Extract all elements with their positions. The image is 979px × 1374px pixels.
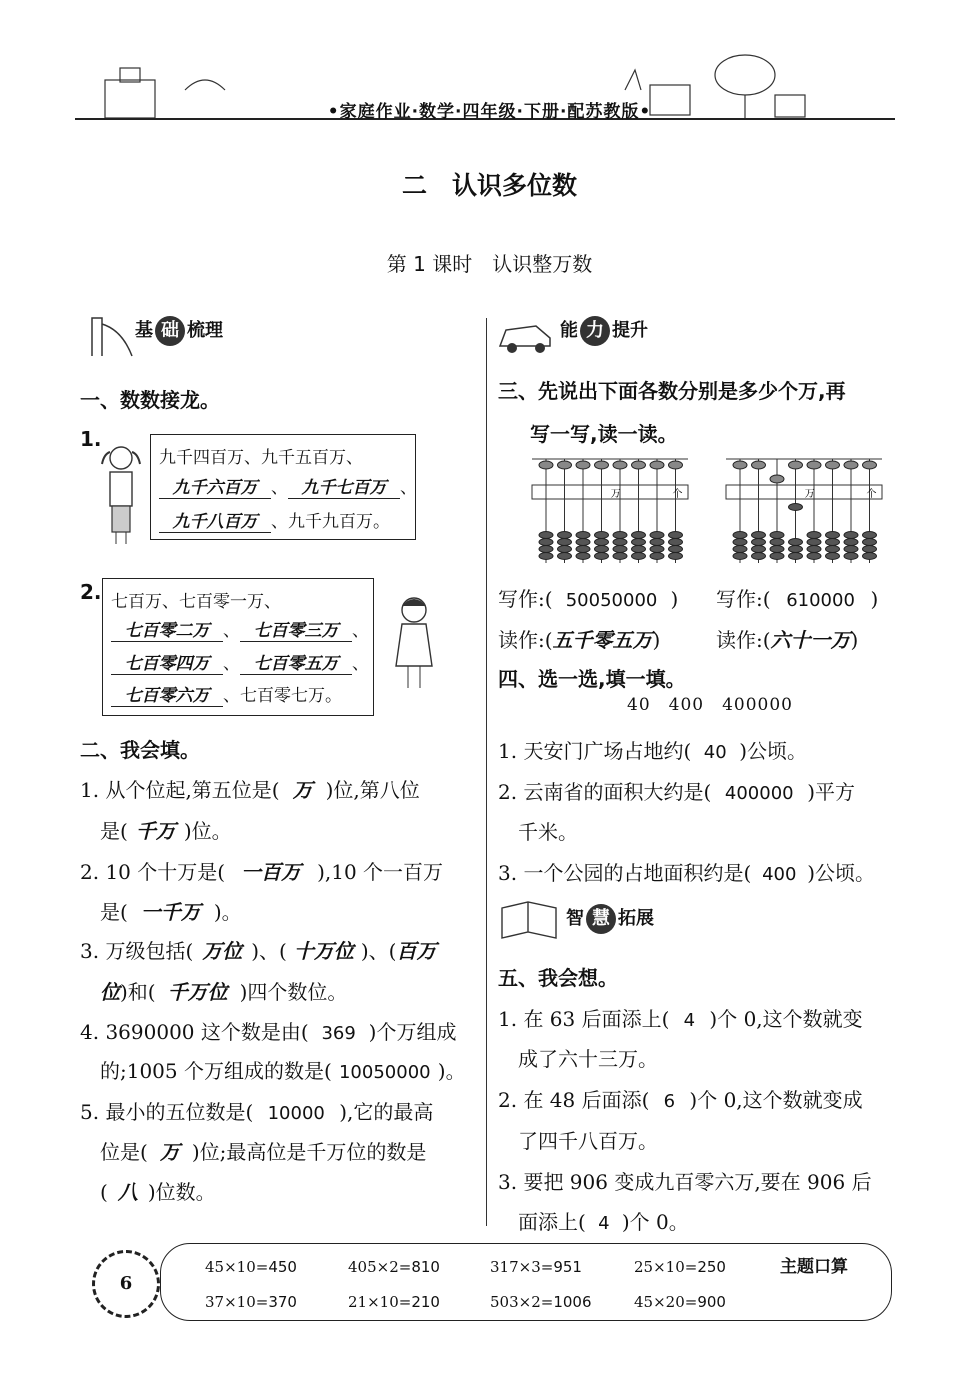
calc-answer: 250	[697, 1258, 726, 1276]
abacus-bead	[558, 546, 572, 553]
text: 3. 万级包括(	[80, 939, 194, 963]
answer: 百万	[396, 939, 437, 963]
abacus-bead	[807, 532, 821, 539]
calc-question: 317×3=	[490, 1258, 554, 1276]
abacus-2	[724, 455, 888, 565]
tag-bubble: 础	[155, 316, 185, 346]
answer: 369	[321, 1023, 356, 1044]
ability-section-tag	[560, 316, 648, 346]
answer: 千万位	[167, 980, 228, 1004]
q2-number: 2.	[80, 580, 102, 604]
abacus-bead	[595, 539, 609, 546]
q2-line3	[111, 649, 369, 675]
abacus-bead	[558, 461, 572, 469]
answer: 4	[598, 1213, 610, 1234]
car-icon	[496, 316, 556, 356]
calc-question: 45×10=	[205, 1258, 269, 1276]
abacus-bead	[733, 546, 747, 553]
abacus-bead	[613, 546, 627, 553]
abacus-bead	[789, 546, 803, 553]
abacus-bead	[863, 461, 877, 469]
abacus-bead	[576, 553, 590, 560]
text: )个 0,这个数就变成	[689, 1088, 863, 1112]
fill3-line1	[80, 935, 436, 964]
boy-figure-icon	[386, 594, 442, 694]
abacus-bead	[752, 532, 766, 539]
section3-line1: 三、先说出下面各数分别是多少个万,再	[498, 379, 846, 403]
q1-blank2: 九千七百万	[288, 473, 400, 499]
answer: 10050000	[338, 1062, 431, 1083]
abacus-bead	[789, 553, 803, 560]
fill4-line2	[100, 1055, 466, 1084]
abacus-bead	[558, 539, 572, 546]
abacus-bead	[539, 539, 553, 546]
abacus-bead	[669, 532, 683, 539]
page-number: 6	[92, 1250, 160, 1318]
tag-char: 基	[135, 320, 153, 341]
label: 读作:(	[498, 628, 553, 652]
abacus-bead	[789, 539, 803, 546]
q1-blank3: 九千八百万	[159, 507, 271, 533]
q2-blank4: 七百零五万	[240, 649, 352, 675]
text: 是(	[100, 819, 128, 843]
abacus-bead	[752, 539, 766, 546]
abacus-bead	[733, 532, 747, 539]
abacus-bead	[733, 539, 747, 546]
oral-calc-item	[348, 1293, 440, 1311]
abacus-bead	[558, 553, 572, 560]
abacus-bead	[650, 553, 664, 560]
abacus-bead	[733, 553, 747, 560]
q1-end: 、九千九百万。	[271, 512, 390, 532]
abacus-bead	[576, 539, 590, 546]
abacus-bead	[752, 553, 766, 560]
answer: 万	[159, 1140, 180, 1164]
section2-title: 二、我会填。	[80, 738, 200, 762]
tag-char: 能	[560, 320, 578, 341]
text: )	[670, 587, 679, 611]
abacus-bead	[576, 461, 590, 469]
fill5-line3	[100, 1176, 216, 1205]
text: )、(	[360, 939, 397, 963]
text: )位;最高位是千万位的数是	[191, 1140, 427, 1164]
tag-char: 智	[566, 908, 584, 929]
column-divider	[486, 318, 487, 1226]
answer: 10000	[267, 1103, 325, 1124]
text: (	[100, 1180, 108, 1204]
abacus-bead	[807, 461, 821, 469]
text: )。	[437, 1059, 466, 1083]
abacus-bead	[770, 532, 784, 539]
abacus-bead	[669, 546, 683, 553]
think3-line1: 3. 要把 906 变成九百零六万,要在 906 后	[498, 1170, 872, 1194]
q2-blank3: 七百零四万	[111, 649, 223, 675]
answer: 五千零五万	[552, 628, 653, 652]
text: 位是(	[100, 1140, 148, 1164]
answer: 万位	[202, 939, 243, 963]
calc-question: 37×10=	[205, 1293, 269, 1311]
abacus-bead	[650, 539, 664, 546]
abacus-bead	[807, 553, 821, 560]
fill5-line1	[80, 1096, 433, 1125]
text: 2. 在 48 后面添(	[498, 1088, 650, 1112]
text: )。	[213, 900, 242, 924]
abacus-bead	[826, 553, 840, 560]
section1-title: 一、数数接龙。	[80, 388, 220, 412]
answer: 610000	[786, 590, 855, 611]
q1-line1: 九千四百万、九千五百万、	[159, 448, 363, 468]
calc-answer: 951	[553, 1258, 582, 1276]
calc-question: 21×10=	[348, 1293, 412, 1311]
abacus-bead	[576, 546, 590, 553]
abacus-bead	[539, 461, 553, 469]
answer: 位	[100, 980, 120, 1004]
text: )、(	[251, 939, 287, 963]
q2-blank1: 七百零二万	[111, 616, 223, 642]
header-title: •家庭作业·数学·四年级·下册·配苏教版•	[327, 102, 652, 122]
text: ),10 个一百万	[317, 860, 444, 884]
label: 写作:(	[498, 587, 553, 611]
text: )	[652, 628, 661, 652]
oral-calc-item	[634, 1258, 726, 1276]
answer: 50050000	[565, 590, 658, 611]
abacus-bead	[826, 539, 840, 546]
text: )个万组成	[368, 1020, 457, 1044]
section3-line2: 写一写,读一读。	[530, 422, 678, 446]
calc-answer: 210	[411, 1293, 440, 1311]
calc-answer: 450	[268, 1258, 297, 1276]
text: )位。	[183, 819, 232, 843]
oral-calc-item	[634, 1293, 726, 1311]
answer: 八	[117, 1180, 138, 1204]
abacus-bead	[752, 546, 766, 553]
book-icon	[498, 898, 560, 944]
tag-char: 拓展	[618, 908, 654, 929]
fill1-line1	[80, 774, 420, 803]
oral-calc-item	[205, 1293, 297, 1311]
q1-sep: 、	[271, 478, 288, 498]
q2-sep: 、	[352, 621, 369, 641]
answer: 4	[683, 1010, 696, 1031]
abacus-bead	[669, 539, 683, 546]
fill5-line2	[100, 1136, 426, 1165]
abacus-bead	[807, 546, 821, 553]
abacus-bead	[807, 539, 821, 546]
unit-title: 二 认识多位数	[401, 171, 577, 200]
abacus-label-wan: 万	[804, 489, 815, 500]
abacus-bead	[826, 546, 840, 553]
text: 4. 3690000 这个数是由(	[80, 1020, 309, 1044]
q2-blank5: 七百零六万	[111, 681, 223, 707]
answer: 6	[663, 1091, 676, 1112]
text: )个 0,这个数就变	[709, 1007, 863, 1031]
text: )公顷。	[807, 861, 876, 885]
abacus-bead	[613, 532, 627, 539]
fill3-line2	[100, 976, 347, 1005]
abacus-bead	[558, 532, 572, 539]
girl-figure-icon	[96, 442, 146, 547]
abacus-bead	[539, 532, 553, 539]
tag-bubble: 慧	[586, 904, 616, 934]
text: )四个数位。	[239, 980, 348, 1004]
wisdom-section-tag	[566, 904, 654, 934]
lesson-title: 第 1 课时 认识整万数	[386, 252, 593, 276]
abacus-bead	[844, 461, 858, 469]
text: 2. 云南省的面积大约是(	[498, 780, 712, 804]
q1-blank1: 九千六百万	[159, 473, 271, 499]
abacus-bead	[844, 532, 858, 539]
label: 写作:(	[716, 587, 771, 611]
q2-line1: 七百万、七百零一万、	[111, 592, 281, 612]
abacus-bead	[789, 461, 803, 469]
abacus-bead	[613, 553, 627, 560]
tag-bubble: 力	[580, 316, 610, 346]
oral-calc-item	[490, 1258, 582, 1276]
fill1-line2	[100, 815, 232, 844]
q1-sep: 、	[400, 478, 417, 498]
answer: 40	[703, 742, 727, 763]
abacus-bead	[632, 553, 646, 560]
text: 5. 最小的五位数是(	[80, 1100, 254, 1124]
calc-question: 405×2=	[348, 1258, 412, 1276]
abacus-bead	[613, 539, 627, 546]
answer: 十万位	[293, 939, 354, 963]
answer: 六十一万	[770, 628, 851, 652]
text: 是(	[100, 900, 128, 924]
fillR1	[498, 735, 807, 764]
text: )	[870, 587, 879, 611]
abacus-1	[530, 455, 694, 565]
abacus-bead	[576, 532, 590, 539]
q2-line4	[111, 681, 342, 707]
abacus-bead	[844, 553, 858, 560]
write1	[498, 583, 678, 612]
topic-label: 主题口算	[780, 1257, 848, 1277]
text: )位,第八位	[325, 778, 420, 802]
fillR2-line2: 千米。	[518, 820, 578, 844]
abacus-bead	[863, 553, 877, 560]
text: )个 0。	[621, 1210, 689, 1234]
basic-section-tag	[135, 316, 223, 346]
oral-calc-item	[348, 1258, 440, 1276]
answer: 400000	[724, 783, 794, 804]
calc-question: 503×2=	[490, 1293, 554, 1311]
abacus-bead	[669, 461, 683, 469]
calc-answer: 370	[268, 1293, 297, 1311]
abacus-bead	[826, 532, 840, 539]
text: 2. 10 个十万是(	[80, 860, 226, 884]
abacus-bead	[632, 461, 646, 469]
q2-speech-box	[102, 578, 374, 716]
abacus-bead	[669, 553, 683, 560]
fill2-line2	[100, 896, 242, 925]
abacus-bead	[733, 461, 747, 469]
abacus-bead	[863, 546, 877, 553]
tag-char: 提升	[612, 320, 648, 341]
text: 的;1005 个万组成的数是(	[100, 1059, 332, 1083]
abacus-bead	[632, 539, 646, 546]
text: )和(	[120, 980, 156, 1004]
abacus-bead	[789, 504, 803, 511]
abacus-bead	[539, 553, 553, 560]
text: 1. 在 63 后面添上(	[498, 1007, 670, 1031]
calc-answer: 810	[411, 1258, 440, 1276]
text: )公顷。	[739, 739, 808, 763]
tag-char: 梳理	[187, 320, 223, 341]
think2-line2: 了四千八百万。	[518, 1129, 658, 1153]
fillR3	[498, 857, 875, 886]
abacus-bead	[770, 553, 784, 560]
abacus-bead	[844, 539, 858, 546]
q1-line3	[159, 507, 390, 533]
think3-line2	[518, 1206, 689, 1235]
abacus-bead	[539, 546, 553, 553]
q1-line2	[159, 473, 417, 499]
calc-answer: 1006	[553, 1293, 592, 1311]
oral-calc-item	[205, 1258, 297, 1276]
text: )位数。	[147, 1180, 216, 1204]
abacus-bead	[863, 532, 877, 539]
choice-list: 40 400 400000	[627, 695, 793, 715]
section5-title: 五、我会想。	[498, 966, 618, 990]
abacus-label-wan: 万	[610, 489, 621, 500]
abacus-label-ge: 个	[672, 489, 683, 500]
abacus-bead	[650, 461, 664, 469]
abacus-bead	[863, 539, 877, 546]
q1-number: 1.	[80, 427, 102, 451]
abacus-bead	[632, 532, 646, 539]
abacus-bead	[650, 532, 664, 539]
abacus-bead	[770, 539, 784, 546]
q2-end: 、七百零七万。	[223, 686, 342, 706]
read1	[498, 624, 660, 653]
q2-line2	[111, 616, 369, 642]
q1-speech-box	[150, 434, 416, 540]
text: 面添上(	[518, 1210, 586, 1234]
abacus-bead	[844, 546, 858, 553]
q2-blank2: 七百零三万	[240, 616, 352, 642]
text: ),它的最高	[339, 1100, 434, 1124]
abacus-bead	[770, 475, 784, 483]
answer: 400	[762, 864, 797, 885]
abacus-bead	[595, 553, 609, 560]
abacus-bead	[613, 461, 627, 469]
answer: 一百万	[241, 860, 302, 884]
q2-sep: 、	[223, 654, 240, 674]
think2-line1	[498, 1084, 863, 1113]
abacus-bead	[826, 461, 840, 469]
calc-question: 45×20=	[634, 1293, 698, 1311]
think1-line1	[498, 1003, 863, 1032]
abacus-bead	[595, 546, 609, 553]
think1-line2: 成了六十三万。	[518, 1047, 658, 1071]
section4-title: 四、选一选,填一填。	[498, 667, 686, 691]
fill4-line1	[80, 1016, 456, 1045]
text: )平方	[807, 780, 856, 804]
answer: 千万	[135, 819, 176, 843]
write2	[716, 583, 878, 612]
oral-calc-item	[490, 1293, 592, 1311]
calc-answer: 900	[697, 1293, 726, 1311]
answer: 一千万	[140, 900, 201, 924]
read2	[716, 624, 858, 653]
abacus-bead	[752, 461, 766, 469]
abacus-bead	[595, 532, 609, 539]
q2-sep: 、	[352, 654, 369, 674]
label: 读作:(	[716, 628, 771, 652]
abacus-bead	[650, 546, 664, 553]
text: 3. 一个公园的占地面积约是(	[498, 861, 752, 885]
text: )	[850, 628, 859, 652]
abacus-bead	[595, 461, 609, 469]
text: 1. 从个位起,第五位是(	[80, 778, 280, 802]
fill2-line1	[80, 856, 443, 885]
slide-icon	[88, 312, 138, 360]
calc-question: 25×10=	[634, 1258, 698, 1276]
abacus-bead	[632, 546, 646, 553]
q2-sep: 、	[223, 621, 240, 641]
fillR2-line1	[498, 776, 855, 805]
abacus-label-ge: 个	[866, 489, 877, 500]
text: 1. 天安门广场占地约(	[498, 739, 692, 763]
abacus-bead	[770, 546, 784, 553]
answer: 万	[292, 778, 313, 802]
